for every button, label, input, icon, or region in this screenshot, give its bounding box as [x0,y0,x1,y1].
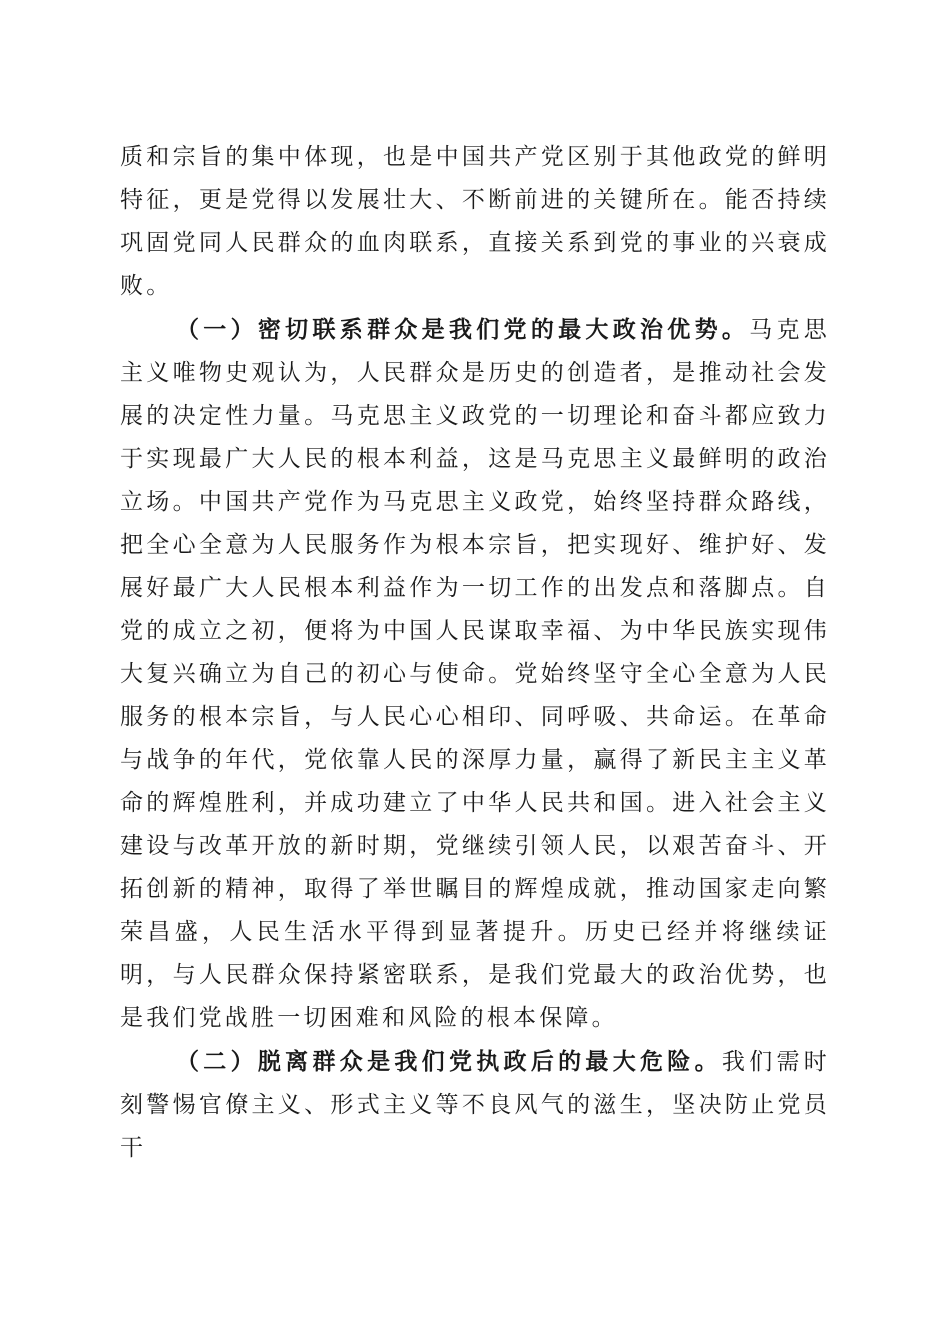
paragraph-text: 我们需时刻警惕官僚主义、形式主义等不良风气的滋生，坚决防止党员干 [120,1049,830,1161]
paragraph-text: 质和宗旨的集中体现，也是中国共产党区别于其他政党的鲜明特征，更是党得以发展壮大、不断前进的关键所在。能否持续巩固党同人民群众的血肉联系，直接关系到党的事业的兴衰成败。 [120,144,830,299]
section-heading: （一）密切联系群众是我们党的最大政治优势。 [176,316,750,343]
paragraph-section-1 [120,308,830,1040]
document-body [120,136,830,1170]
paragraph-continuation [120,136,830,308]
section-heading: （二）脱离群众是我们党执政后的最大危险。 [176,1048,722,1075]
paragraph-text: 马克思主义唯物史观认为，人民群众是历史的创造者，是推动社会发展的决定性力量。马克思主义政党的一切理论和奋斗都应致力于实现最广大人民的根本利益，这是马克思主义最鲜明的政治立场。中国共产党作为马克思主义政党，始终坚持群众路线，把全心全意为人民服务作为根本宗旨，把实现好、维护好、发展好最广大人民根本利益作为一切工作的出发点和落脚点。自党的成立之初，便将为中国人民谋取幸福、为中华民族实现伟大复兴确立为自己的初心与使命。党始终坚守全心全意为人民服务的根本宗旨，与人民心心相印、同呼吸、共命运。在革命与战争的年代，党依靠人民的深厚力量，赢得了新民主主义革命的辉煌胜利，并成功建立了中华人民共和国。进入社会主义建设与改革开放的新时期，党继续引领人民，以艰苦奋斗、开拓创新的精神，取得了举世瞩目的辉煌成就，推动国家走向繁荣昌盛，人民生活水平得到显著提升。历史已经并将继续证明，与人民群众保持紧密联系，是我们党最大的政治优势，也是我们党战胜一切困难和风险的根本保障。 [120,317,830,1031]
paragraph-section-2 [120,1040,830,1170]
